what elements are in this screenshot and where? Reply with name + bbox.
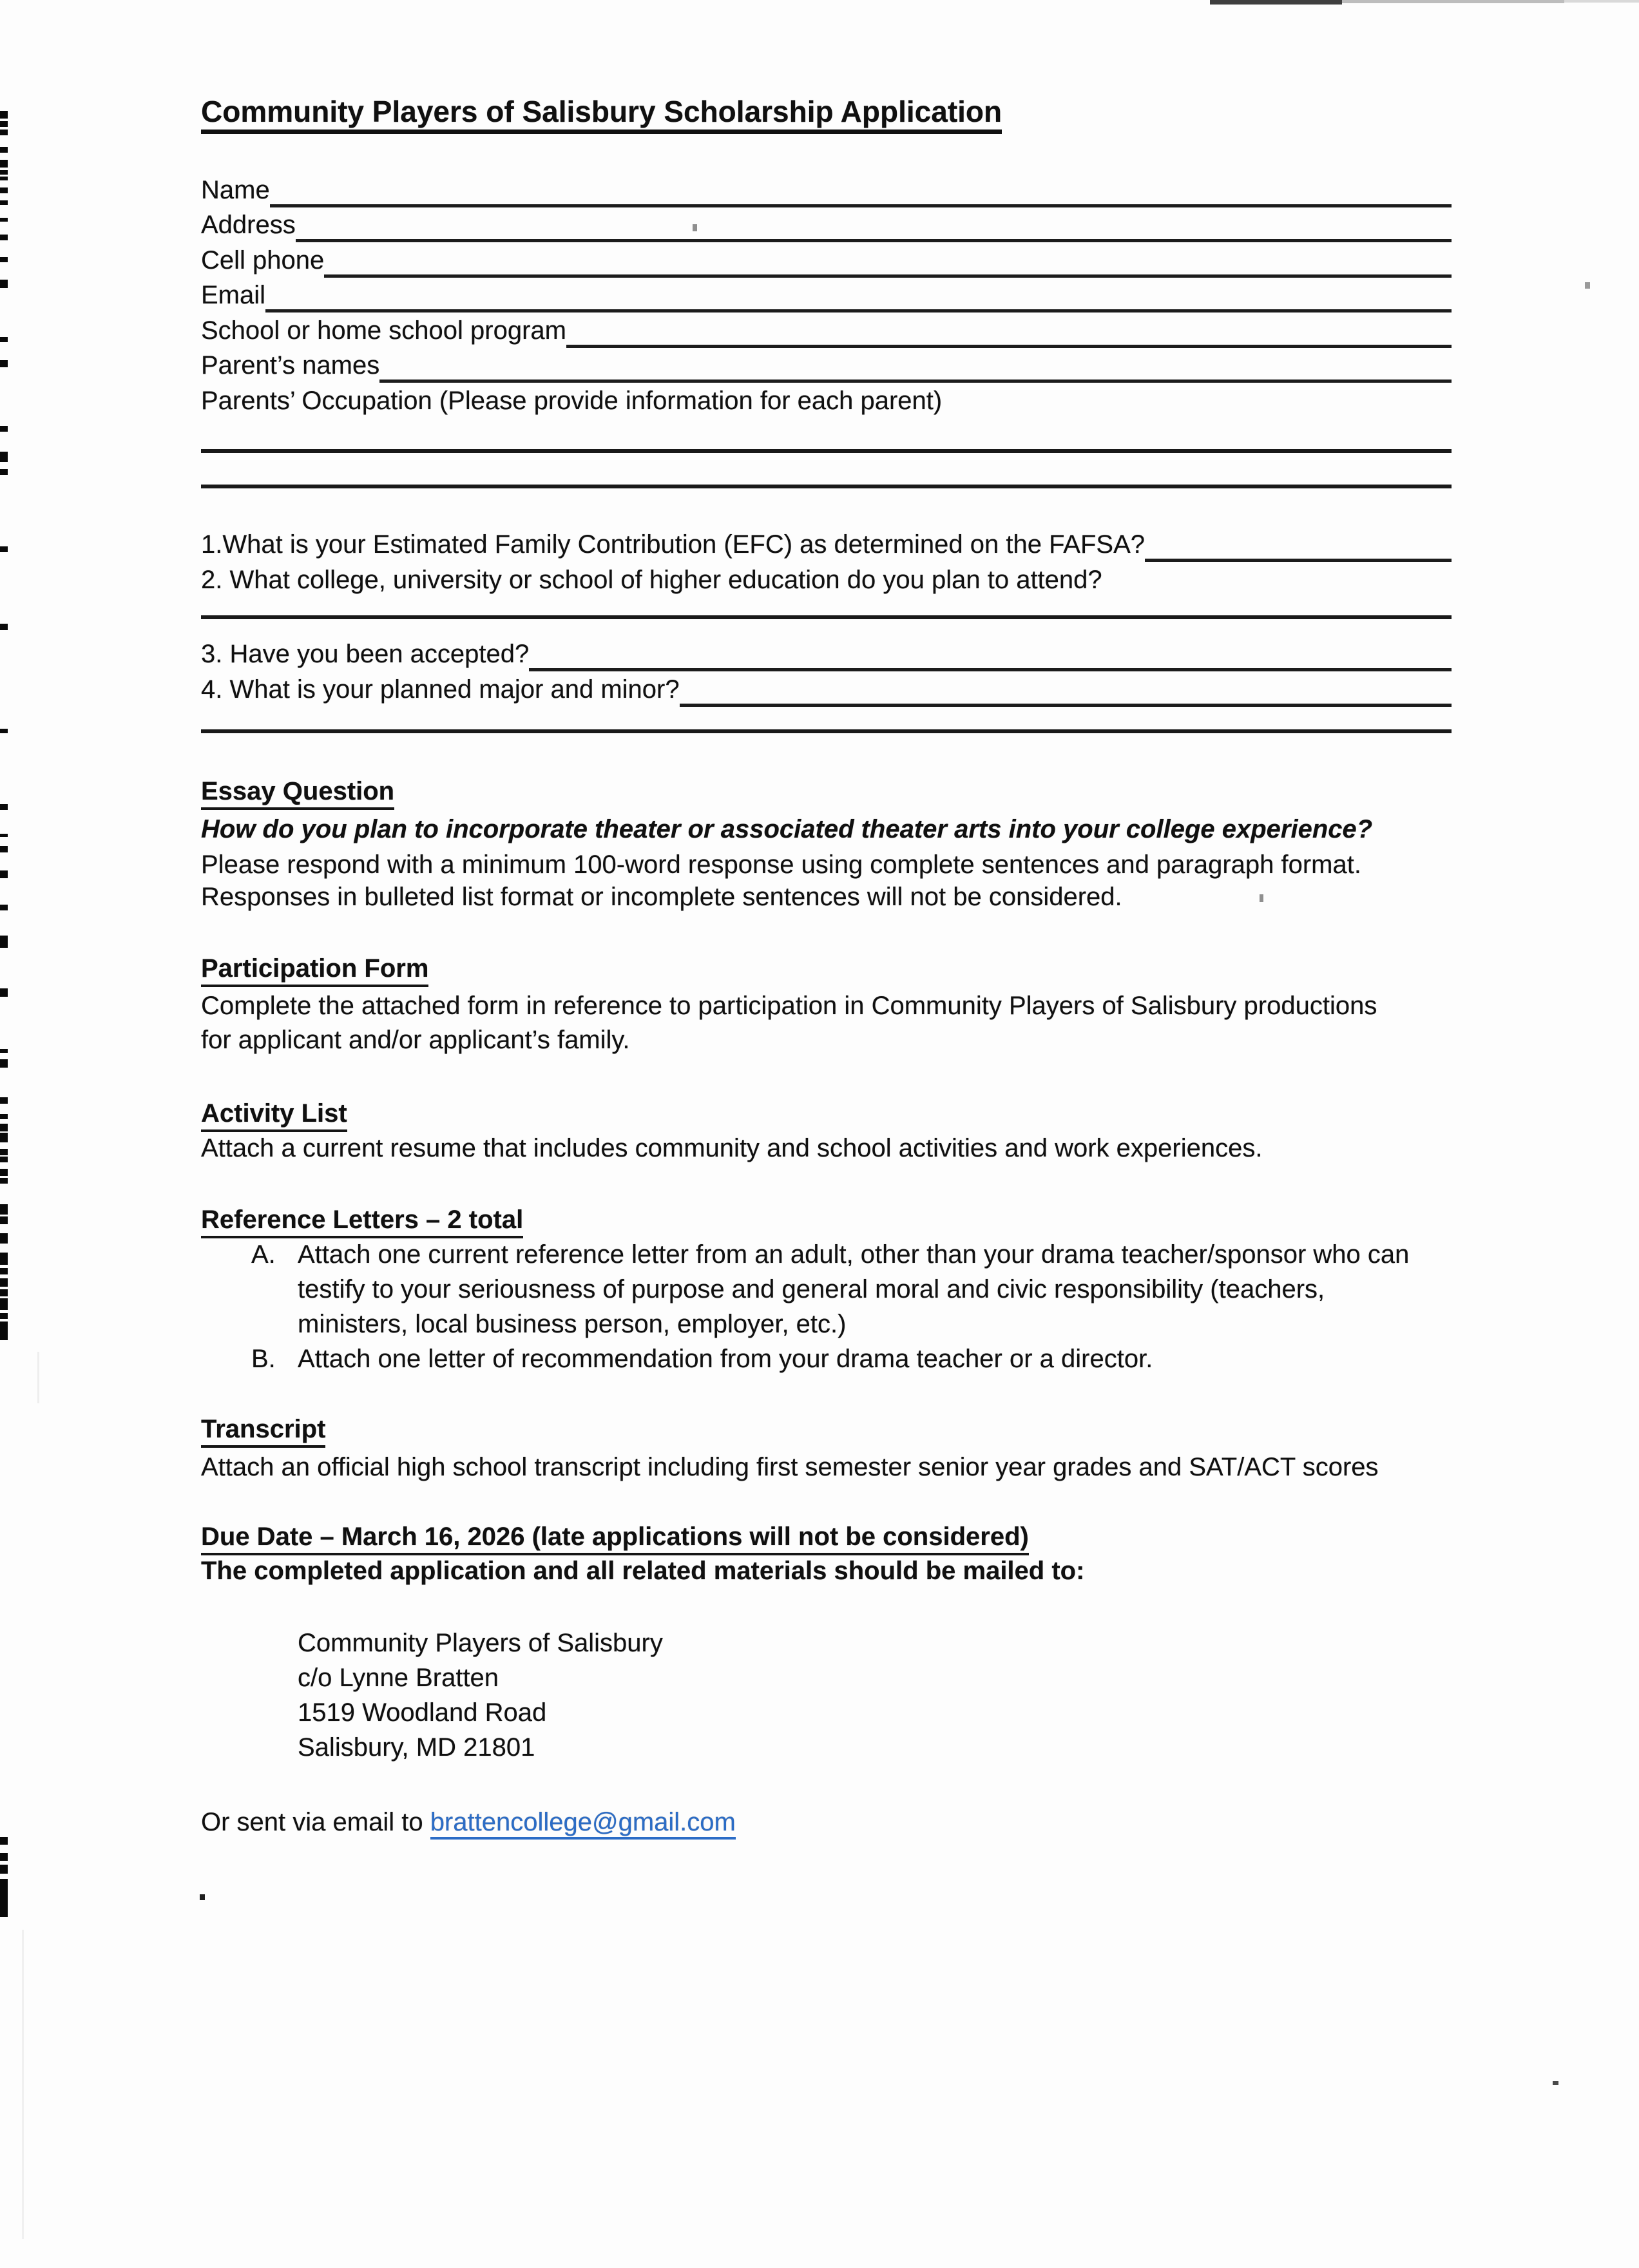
scan-smudge bbox=[1564, 0, 1639, 3]
item-a-line-3: ministers, local business person, employer, etc.) bbox=[298, 1310, 847, 1338]
scan-mark bbox=[0, 1865, 8, 1874]
question-row-4 bbox=[201, 672, 1452, 707]
scan-smudge bbox=[1210, 0, 1342, 5]
essay-section-heading: Essay Question bbox=[201, 774, 394, 809]
reference-letters-list bbox=[251, 1237, 1452, 1376]
question-2-text: 2. What college, university or school of higher education do you plan to attend? bbox=[201, 566, 1102, 594]
scan-mark bbox=[0, 1178, 8, 1184]
mailing-address-block bbox=[298, 1626, 663, 1765]
mailing-address-street: 1519 Woodland Road bbox=[298, 1698, 547, 1727]
scan-mark bbox=[0, 1879, 8, 1917]
email-line-prefix: Or sent via email to bbox=[201, 1808, 430, 1836]
scan-mark bbox=[0, 218, 8, 222]
field-label-email: Email bbox=[201, 281, 266, 309]
scan-mark bbox=[0, 1321, 8, 1340]
scan-mark bbox=[0, 469, 8, 475]
field-label-school: School or home school program bbox=[201, 316, 566, 345]
form-row-email bbox=[201, 278, 1452, 312]
scan-mark bbox=[0, 452, 8, 462]
list-item-a bbox=[251, 1237, 1452, 1272]
field-label-parents-occupation: Parents’ Occupation (Please provide information for each parent) bbox=[201, 387, 943, 415]
participation-body-line-1: Complete the attached form in reference to participation in Community Players of Salisbury productions bbox=[201, 992, 1377, 1020]
scan-mark bbox=[0, 121, 8, 127]
scan-mark bbox=[0, 905, 8, 910]
question-row-2 bbox=[201, 562, 1452, 597]
scan-mark bbox=[0, 1278, 8, 1287]
references-section-heading: Reference Letters – 2 total bbox=[201, 1202, 523, 1237]
list-item-a-wrap bbox=[251, 1272, 1452, 1307]
transcript-section-heading: Transcript bbox=[201, 1412, 325, 1446]
scan-mark bbox=[0, 804, 8, 810]
field-label-cell-phone: Cell phone bbox=[201, 246, 325, 274]
scan-mark bbox=[0, 360, 8, 367]
scan-smudge bbox=[37, 1352, 39, 1403]
scan-mark bbox=[0, 1149, 8, 1155]
scan-mark bbox=[0, 1853, 8, 1861]
scan-mark bbox=[0, 546, 8, 552]
scan-mark bbox=[0, 1837, 8, 1845]
activity-section-heading: Activity List bbox=[201, 1096, 347, 1131]
blank-answer-line bbox=[201, 449, 1452, 453]
fill-in-line bbox=[296, 230, 1452, 242]
scan-mark bbox=[0, 870, 8, 878]
scan-mark bbox=[0, 1268, 8, 1274]
scan-mark bbox=[0, 1204, 8, 1215]
transcript-body: Attach an official high school transcript including first semester senior year grades and SAT/ACT scores bbox=[201, 1453, 1379, 1481]
scan-mark bbox=[0, 988, 8, 997]
question-row-1 bbox=[201, 527, 1452, 562]
scan-mark bbox=[0, 111, 8, 119]
question-3-text: 3. Have you been accepted? bbox=[201, 640, 530, 668]
fill-in-line bbox=[265, 300, 1452, 312]
scan-smudge bbox=[1553, 2081, 1558, 2085]
scan-mark bbox=[0, 257, 8, 262]
scan-mark bbox=[0, 1124, 8, 1131]
field-label-name: Name bbox=[201, 176, 270, 204]
scan-mark bbox=[0, 1253, 8, 1265]
page-title-text: Community Players of Salisbury Scholarship Application bbox=[201, 95, 1002, 134]
field-label-parents-names: Parent’s names bbox=[201, 351, 380, 380]
fill-in-line bbox=[1145, 550, 1452, 562]
scan-mark bbox=[0, 200, 8, 205]
list-marker-b: B. bbox=[251, 1345, 276, 1373]
scan-mark bbox=[0, 1114, 8, 1119]
essay-instructions-line-2: Responses in bulleted list format or incomplete sentences will not be considered. bbox=[201, 883, 1122, 911]
question-1-text: 1.What is your Estimated Family Contribution (EFC) as determined on the FAFSA? bbox=[201, 530, 1145, 559]
form-row-name bbox=[201, 173, 1452, 207]
scan-mark bbox=[0, 1289, 8, 1296]
due-date-heading: Due Date – March 16, 2026 (late applications will not be considered) bbox=[201, 1519, 1029, 1554]
list-item-b bbox=[251, 1341, 1452, 1376]
form-row-parents-occupation bbox=[201, 383, 1452, 418]
list-marker-a: A. bbox=[251, 1240, 276, 1269]
scan-mark bbox=[0, 1133, 8, 1142]
scan-mark bbox=[0, 337, 8, 342]
scan-mark bbox=[0, 160, 8, 168]
fill-in-line bbox=[270, 195, 1452, 207]
fill-in-line bbox=[324, 265, 1452, 278]
mailing-address-city: Salisbury, MD 21801 bbox=[298, 1733, 535, 1762]
question-row-3 bbox=[201, 637, 1452, 671]
fill-in-line bbox=[379, 370, 1452, 383]
form-row-parents-names bbox=[201, 348, 1452, 383]
list-item-a-wrap bbox=[251, 1307, 1452, 1341]
question-4-text: 4. What is your planned major and minor? bbox=[201, 675, 680, 704]
scan-mark bbox=[0, 624, 8, 630]
scan-mark bbox=[0, 235, 8, 240]
fill-in-line bbox=[566, 336, 1452, 348]
scan-smudge bbox=[1342, 0, 1564, 3]
scan-mark bbox=[0, 130, 8, 135]
scan-mark bbox=[0, 426, 8, 432]
essay-prompt: How do you plan to incorporate theater or associated theater arts into your college experience? bbox=[201, 815, 1373, 843]
activity-body: Attach a current resume that includes community and school activities and work experiences. bbox=[201, 1134, 1263, 1162]
scan-mark bbox=[0, 1233, 8, 1244]
participation-body bbox=[201, 989, 1377, 1057]
scan-mark bbox=[0, 1169, 8, 1176]
scan-mark bbox=[0, 1313, 8, 1319]
essay-instructions-line-1: Please respond with a minimum 100-word response using complete sentences and paragraph format. bbox=[201, 850, 1361, 879]
email-link[interactable]: brattencollege@gmail.com bbox=[430, 1808, 736, 1840]
scan-smudge bbox=[200, 1894, 205, 1900]
scan-mark bbox=[0, 936, 8, 948]
scan-mark bbox=[0, 1157, 8, 1162]
participation-body-line-2: for applicant and/or applicant’s family. bbox=[201, 1026, 630, 1054]
scan-mark bbox=[0, 834, 8, 837]
scan-mark bbox=[0, 177, 8, 180]
scan-smudge bbox=[1260, 894, 1263, 902]
scan-mark bbox=[0, 729, 8, 733]
scan-mark bbox=[0, 1059, 8, 1068]
form-row-cell-phone bbox=[201, 243, 1452, 278]
item-b-line-1: Attach one letter of recommendation from your drama teacher or a director. bbox=[298, 1345, 1153, 1373]
scan-mark bbox=[0, 1298, 8, 1310]
blank-answer-line bbox=[201, 615, 1452, 619]
blank-answer-line bbox=[201, 485, 1452, 488]
item-a-line-2: testify to your seriousness of purpose and general moral and civic responsibility (teachers, bbox=[298, 1275, 1325, 1303]
scan-mark bbox=[0, 1097, 8, 1104]
scan-mark bbox=[0, 170, 8, 175]
scan-mark bbox=[0, 280, 8, 288]
mail-instruction-line: The completed application and all related materials should be mailed to: bbox=[201, 1557, 1085, 1585]
mailing-address-care-of: c/o Lynne Bratten bbox=[298, 1664, 499, 1692]
scan-mark bbox=[0, 147, 8, 153]
blank-answer-line bbox=[201, 729, 1452, 733]
field-label-address: Address bbox=[201, 211, 296, 239]
item-a-line-1: Attach one current reference letter from an adult, other than your drama teacher/sponsor who can bbox=[298, 1240, 1410, 1269]
scan-mark bbox=[0, 846, 8, 852]
fill-in-line bbox=[529, 659, 1452, 671]
fill-in-line bbox=[680, 695, 1452, 707]
scan-mark bbox=[0, 1216, 8, 1224]
scan-mark bbox=[0, 1049, 8, 1053]
form-row-school bbox=[201, 313, 1452, 348]
participation-section-heading: Participation Form bbox=[201, 951, 428, 986]
scan-mark bbox=[0, 187, 8, 193]
form-row-address bbox=[201, 207, 1452, 242]
page-title bbox=[201, 93, 1002, 130]
scan-smudge bbox=[1585, 282, 1590, 289]
scan-smudge bbox=[22, 1930, 24, 2239]
email-alternative-line bbox=[201, 1805, 736, 1840]
mailing-address-org: Community Players of Salisbury bbox=[298, 1629, 663, 1657]
